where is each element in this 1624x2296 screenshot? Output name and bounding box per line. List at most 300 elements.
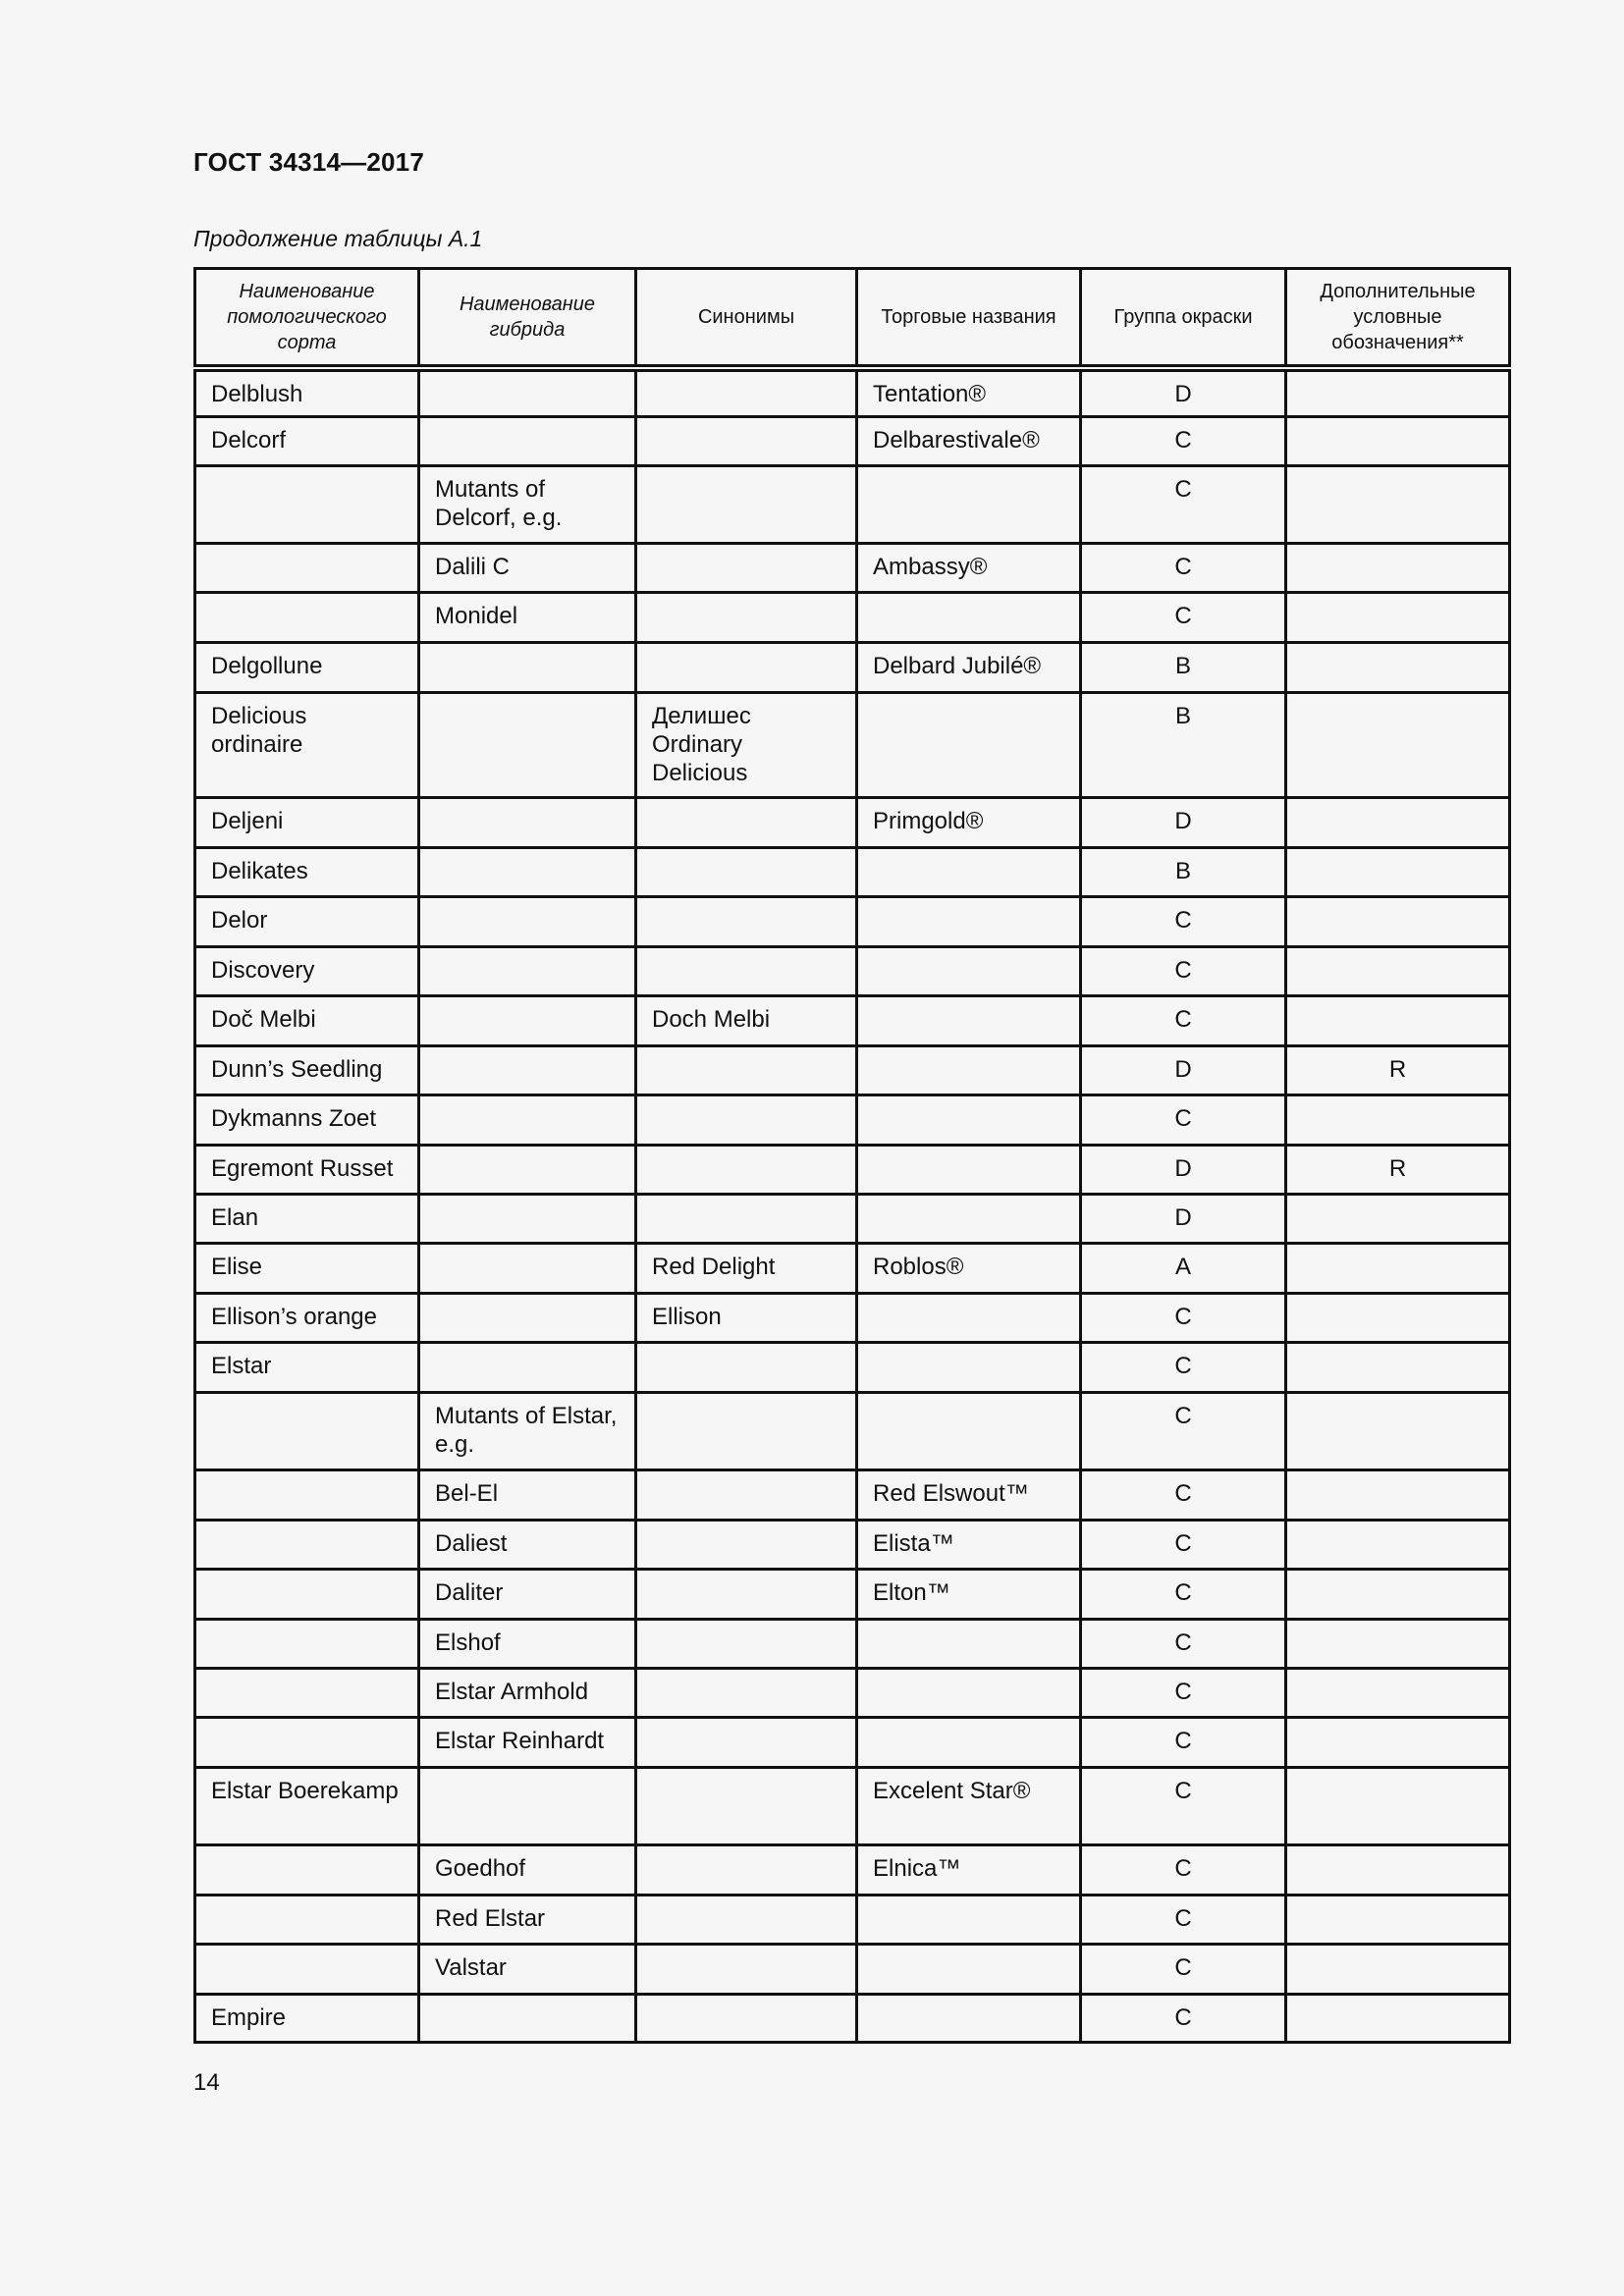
- table-row: [195, 1768, 1510, 1845]
- cell-extra-symbol-text: [1287, 1769, 1508, 1777]
- cell-synonyms: [636, 1046, 857, 1095]
- cell-variety-text: Delblush: [211, 380, 303, 407]
- cell-hybrid-text: Elstar Reinhardt: [435, 1728, 605, 1754]
- cell-variety-text: Ellison’s orange: [211, 1304, 377, 1330]
- cell-variety: [195, 1294, 419, 1343]
- page-number: 14: [193, 2069, 220, 2096]
- cell-color-group-text: C: [1174, 1855, 1192, 1882]
- cell-hybrid-text: [420, 372, 634, 380]
- cell-extra-symbol: [1286, 1146, 1510, 1195]
- cell-synonyms: [636, 1896, 857, 1945]
- cell-variety-text: Delicious ordinaire: [211, 703, 307, 758]
- cell-synonyms-text: [637, 545, 855, 553]
- cell-extra-symbol: [1286, 1294, 1510, 1343]
- cell-variety: [195, 466, 419, 544]
- cell-trade-name: [857, 1845, 1081, 1896]
- table-row: [195, 1244, 1510, 1294]
- cell-synonyms: [636, 466, 857, 544]
- cell-variety: [195, 417, 419, 466]
- cell-synonyms-text: [637, 799, 855, 807]
- cell-synonyms-text: [637, 1394, 855, 1402]
- cell-synonyms: [636, 1343, 857, 1393]
- cell-extra-symbol-text: [1287, 997, 1508, 1005]
- cell-variety: [195, 1945, 419, 1995]
- cell-color-group-text: C: [1174, 957, 1192, 984]
- cell-extra-symbol-text: R: [1388, 1155, 1407, 1182]
- cell-color-group-text: D: [1174, 380, 1192, 407]
- header-trade-names: Торговые названия: [857, 269, 1081, 368]
- cell-synonyms: [636, 544, 857, 593]
- table-row: [195, 897, 1510, 947]
- cell-variety-text: [196, 1719, 417, 1727]
- table-row: [195, 1521, 1510, 1570]
- cell-variety-text: [196, 1621, 417, 1629]
- cell-extra-symbol-text: [1287, 1896, 1508, 1904]
- cell-hybrid-text: [420, 694, 634, 702]
- cell-trade-name-text: [858, 1047, 1079, 1055]
- cell-synonyms-text: Doch Melbi: [652, 1006, 771, 1033]
- cell-variety-text: [196, 1846, 417, 1854]
- cell-synonyms-text: [637, 948, 855, 956]
- cell-color-group-text: B: [1174, 703, 1191, 729]
- table-row: [195, 1845, 1510, 1896]
- cell-hybrid: [419, 1393, 636, 1470]
- cell-extra-symbol: [1286, 897, 1510, 947]
- cell-synonyms: [636, 848, 857, 897]
- cell-trade-name: [857, 1195, 1081, 1244]
- cell-hybrid: [419, 466, 636, 544]
- cell-extra-symbol: [1286, 1570, 1510, 1620]
- cell-trade-name: [857, 1146, 1081, 1195]
- cell-hybrid: [419, 368, 636, 417]
- cell-extra-symbol: [1286, 1845, 1510, 1896]
- cell-hybrid: [419, 1995, 636, 2043]
- header-extra-symbols: Дополнительные условные обозначения**: [1286, 269, 1510, 368]
- cell-color-group-text: C: [1174, 1530, 1192, 1557]
- cell-hybrid-text: [420, 1996, 634, 2003]
- cell-variety-text: Elstar: [211, 1353, 272, 1379]
- cell-color-group: [1081, 1244, 1286, 1294]
- cell-hybrid: [419, 1046, 636, 1095]
- cell-color-group: [1081, 1046, 1286, 1095]
- cell-hybrid: [419, 417, 636, 466]
- table-row: [195, 643, 1510, 693]
- cell-extra-symbol-text: [1287, 1571, 1508, 1578]
- cell-trade-name: [857, 1046, 1081, 1095]
- table-row: [195, 1570, 1510, 1620]
- cell-variety-text: Elstar Boerekamp: [211, 1778, 399, 1804]
- cell-extra-symbol: [1286, 368, 1510, 417]
- cell-synonyms-text: [637, 644, 855, 652]
- cell-synonyms-text: [637, 1670, 855, 1678]
- cell-extra-symbol: [1286, 1046, 1510, 1095]
- cell-color-group-text: C: [1174, 1403, 1192, 1429]
- cell-hybrid-text: Monidel: [435, 603, 518, 629]
- cell-extra-symbol: [1286, 1768, 1510, 1845]
- cell-synonyms: [636, 1521, 857, 1570]
- cell-extra-symbol-text: [1287, 1196, 1508, 1203]
- cell-hybrid: [419, 1768, 636, 1845]
- table-row: [195, 368, 1510, 417]
- cell-synonyms: [636, 643, 857, 693]
- cell-color-group: [1081, 798, 1286, 848]
- cell-variety: [195, 643, 419, 693]
- cell-trade-name-text: Excelent Star®: [873, 1778, 1031, 1804]
- cell-variety-text: Delor: [211, 907, 268, 934]
- cell-trade-name: [857, 1945, 1081, 1995]
- cell-trade-name-text: [858, 1147, 1079, 1154]
- cell-extra-symbol-text: [1287, 1344, 1508, 1352]
- cell-variety-text: [196, 1670, 417, 1678]
- cell-variety: [195, 1570, 419, 1620]
- cell-variety-text: Egremont Russet: [211, 1155, 394, 1182]
- cell-variety: [195, 947, 419, 996]
- cell-trade-name-text: [858, 1394, 1079, 1402]
- cell-color-group-text: D: [1174, 1204, 1192, 1231]
- cell-hybrid: [419, 1244, 636, 1294]
- cell-hybrid-text: [420, 997, 634, 1005]
- cell-hybrid-text: Elshof: [435, 1629, 501, 1656]
- cell-synonyms: [636, 996, 857, 1046]
- cell-color-group-text: C: [1174, 2004, 1192, 2031]
- cell-trade-name-text: [858, 1096, 1079, 1104]
- cell-trade-name: [857, 1620, 1081, 1669]
- cell-variety: [195, 1669, 419, 1718]
- cell-variety: [195, 1046, 419, 1095]
- table-row: [195, 848, 1510, 897]
- cell-hybrid-text: [420, 1344, 634, 1352]
- cell-extra-symbol: [1286, 947, 1510, 996]
- cell-color-group: [1081, 947, 1286, 996]
- cell-variety-text: Delgollune: [211, 653, 323, 679]
- cell-trade-name-text: [858, 1295, 1079, 1303]
- cell-hybrid: [419, 593, 636, 643]
- table-row: [195, 1896, 1510, 1945]
- header-variety: Наименование помологического сорта: [195, 269, 419, 368]
- table-caption: Продолжение таблицы А.1: [193, 226, 483, 251]
- cell-hybrid: [419, 848, 636, 897]
- cell-synonyms-text: [637, 1522, 855, 1529]
- cell-color-group: [1081, 693, 1286, 798]
- cell-extra-symbol: [1286, 1945, 1510, 1995]
- cell-variety: [195, 1095, 419, 1146]
- cell-color-group: [1081, 1343, 1286, 1393]
- cell-hybrid-text: Daliest: [435, 1530, 508, 1557]
- cell-synonyms: [636, 1718, 857, 1768]
- cell-synonyms: [636, 417, 857, 466]
- cell-hybrid-text: Mutants of Delcorf, e.g.: [435, 476, 563, 531]
- cell-hybrid: [419, 1945, 636, 1995]
- cell-extra-symbol-text: [1287, 1471, 1508, 1479]
- cell-color-group-text: B: [1174, 653, 1191, 679]
- cell-trade-name: [857, 368, 1081, 417]
- cell-variety-text: Delikates: [211, 858, 308, 884]
- document-title: ГОСТ 34314—2017: [193, 147, 424, 177]
- cell-hybrid: [419, 947, 636, 996]
- cell-trade-name-text: [858, 1719, 1079, 1727]
- header-color-group: Группа окраски: [1081, 269, 1286, 368]
- cell-trade-name-text: [858, 1621, 1079, 1629]
- cell-hybrid-text: [420, 849, 634, 857]
- cell-variety: [195, 1845, 419, 1896]
- cell-hybrid-text: [420, 1047, 634, 1055]
- cell-variety-text: Deljeni: [211, 808, 284, 834]
- cell-trade-name-text: Primgold®: [873, 808, 984, 834]
- cell-extra-symbol-text: [1287, 1096, 1508, 1104]
- cell-color-group: [1081, 368, 1286, 417]
- table-row: [195, 1718, 1510, 1768]
- cell-hybrid: [419, 1095, 636, 1146]
- cell-hybrid-text: Bel-El: [435, 1480, 499, 1507]
- cell-color-group: [1081, 1570, 1286, 1620]
- table-row: [195, 417, 1510, 466]
- cell-variety: [195, 1521, 419, 1570]
- cell-color-group: [1081, 643, 1286, 693]
- cell-extra-symbol-text: [1287, 644, 1508, 652]
- cell-trade-name: [857, 798, 1081, 848]
- cell-trade-name-text: Red Elswout™: [873, 1480, 1029, 1507]
- cell-trade-name: [857, 417, 1081, 466]
- cell-hybrid: [419, 1669, 636, 1718]
- cell-trade-name: [857, 996, 1081, 1046]
- cell-hybrid-text: Mutants of Elstar, e.g.: [435, 1403, 618, 1458]
- cell-variety-text: Dunn’s Seedling: [211, 1056, 383, 1083]
- cell-extra-symbol-text: [1287, 1245, 1508, 1253]
- cell-color-group: [1081, 1521, 1286, 1570]
- cell-color-group-text: C: [1174, 427, 1192, 454]
- cell-extra-symbol-text: [1287, 948, 1508, 956]
- cell-synonyms-text: [637, 372, 855, 380]
- cell-variety: [195, 1343, 419, 1393]
- cell-variety: [195, 1393, 419, 1470]
- cell-synonyms-text: [637, 467, 855, 475]
- table-row: [195, 996, 1510, 1046]
- cell-synonyms: [636, 1294, 857, 1343]
- cell-synonyms-text: [637, 1946, 855, 1953]
- cell-hybrid-text: [420, 1769, 634, 1777]
- cell-color-group: [1081, 996, 1286, 1046]
- cell-hybrid: [419, 1570, 636, 1620]
- cell-hybrid-text: [420, 799, 634, 807]
- cell-hybrid: [419, 1620, 636, 1669]
- cell-extra-symbol: [1286, 1718, 1510, 1768]
- cell-variety: [195, 593, 419, 643]
- cell-hybrid-text: Valstar: [435, 1954, 507, 1981]
- cell-synonyms: [636, 1095, 857, 1146]
- cell-hybrid: [419, 693, 636, 798]
- cell-hybrid: [419, 643, 636, 693]
- cell-trade-name-text: [858, 948, 1079, 956]
- cell-hybrid: [419, 1718, 636, 1768]
- varieties-table: [193, 267, 1511, 2044]
- cell-variety: [195, 848, 419, 897]
- cell-color-group: [1081, 1945, 1286, 1995]
- cell-extra-symbol-text: [1287, 799, 1508, 807]
- cell-color-group: [1081, 1294, 1286, 1343]
- cell-color-group: [1081, 1995, 1286, 2043]
- cell-synonyms-text: [637, 1996, 855, 2003]
- table-row: [195, 1294, 1510, 1343]
- cell-hybrid: [419, 544, 636, 593]
- cell-synonyms: [636, 1768, 857, 1845]
- cell-extra-symbol-text: [1287, 1295, 1508, 1303]
- cell-color-group-text: C: [1174, 1105, 1192, 1132]
- cell-synonyms-text: [637, 1196, 855, 1203]
- cell-hybrid: [419, 1195, 636, 1244]
- cell-hybrid-text: [420, 1196, 634, 1203]
- cell-extra-symbol: [1286, 544, 1510, 593]
- cell-synonyms: [636, 593, 857, 643]
- cell-variety: [195, 1718, 419, 1768]
- cell-hybrid-text: [420, 898, 634, 906]
- table-row: [195, 1470, 1510, 1521]
- cell-color-group-text: C: [1174, 603, 1192, 629]
- cell-variety-text: [196, 1896, 417, 1904]
- table-row: [195, 544, 1510, 593]
- cell-trade-name: [857, 1294, 1081, 1343]
- cell-trade-name-text: Roblos®: [873, 1254, 964, 1280]
- cell-extra-symbol-text: R: [1388, 1056, 1407, 1083]
- cell-synonyms-text: [637, 418, 855, 426]
- table-row: [195, 1620, 1510, 1669]
- cell-color-group: [1081, 417, 1286, 466]
- cell-extra-symbol: [1286, 643, 1510, 693]
- cell-hybrid-text: [420, 1147, 634, 1154]
- cell-hybrid: [419, 1845, 636, 1896]
- cell-variety-text: Discovery: [211, 957, 315, 984]
- cell-extra-symbol: [1286, 693, 1510, 798]
- cell-extra-symbol: [1286, 1244, 1510, 1294]
- table-row: [195, 693, 1510, 798]
- cell-hybrid: [419, 1294, 636, 1343]
- cell-variety: [195, 798, 419, 848]
- cell-trade-name: [857, 1896, 1081, 1945]
- cell-synonyms: [636, 1195, 857, 1244]
- cell-extra-symbol: [1286, 1195, 1510, 1244]
- cell-synonyms-text: [637, 1344, 855, 1352]
- cell-synonyms-text: [637, 898, 855, 906]
- cell-trade-name: [857, 693, 1081, 798]
- table-header-row: [195, 269, 1510, 368]
- cell-hybrid: [419, 1896, 636, 1945]
- cell-hybrid-text: [420, 418, 634, 426]
- cell-trade-name-text: Delbard Jubilé®: [873, 653, 1042, 679]
- cell-extra-symbol: [1286, 1896, 1510, 1945]
- cell-variety: [195, 368, 419, 417]
- cell-extra-symbol: [1286, 1095, 1510, 1146]
- cell-color-group-text: C: [1174, 1353, 1192, 1379]
- cell-trade-name: [857, 1521, 1081, 1570]
- cell-color-group: [1081, 466, 1286, 544]
- cell-color-group: [1081, 897, 1286, 947]
- cell-synonyms: [636, 693, 857, 798]
- cell-extra-symbol: [1286, 1669, 1510, 1718]
- cell-hybrid: [419, 1470, 636, 1521]
- table-row: [195, 947, 1510, 996]
- cell-synonyms-text: [637, 1471, 855, 1479]
- cell-trade-name-text: [858, 1670, 1079, 1678]
- cell-extra-symbol: [1286, 417, 1510, 466]
- cell-variety: [195, 1620, 419, 1669]
- cell-extra-symbol: [1286, 1995, 1510, 2043]
- cell-extra-symbol: [1286, 1343, 1510, 1393]
- cell-color-group-text: C: [1174, 1629, 1192, 1656]
- cell-variety: [195, 544, 419, 593]
- cell-trade-name: [857, 593, 1081, 643]
- cell-color-group-text: D: [1174, 1155, 1192, 1182]
- cell-synonyms-text: [637, 1571, 855, 1578]
- cell-hybrid: [419, 897, 636, 947]
- cell-synonyms-text: [637, 1769, 855, 1777]
- table-row: [195, 466, 1510, 544]
- cell-color-group-text: C: [1174, 1006, 1192, 1033]
- table-row: [195, 1669, 1510, 1718]
- cell-trade-name-text: Tentation®: [873, 380, 987, 407]
- cell-hybrid-text: [420, 1295, 634, 1303]
- cell-extra-symbol-text: [1287, 467, 1508, 475]
- cell-trade-name: [857, 1570, 1081, 1620]
- cell-synonyms: [636, 1620, 857, 1669]
- cell-trade-name: [857, 1669, 1081, 1718]
- cell-color-group-text: C: [1174, 1905, 1192, 1932]
- header-synonyms: Синонимы: [636, 269, 857, 368]
- cell-variety-text: [196, 1522, 417, 1529]
- cell-synonyms: [636, 1845, 857, 1896]
- cell-extra-symbol-text: [1287, 694, 1508, 702]
- cell-hybrid: [419, 996, 636, 1046]
- cell-color-group: [1081, 544, 1286, 593]
- cell-hybrid: [419, 1146, 636, 1195]
- cell-color-group: [1081, 1669, 1286, 1718]
- cell-synonyms-text: [637, 594, 855, 602]
- cell-synonyms: [636, 1570, 857, 1620]
- cell-variety-text: Elan: [211, 1204, 259, 1231]
- cell-hybrid-text: [420, 1245, 634, 1253]
- cell-extra-symbol-text: [1287, 1846, 1508, 1854]
- cell-extra-symbol-text: [1287, 1522, 1508, 1529]
- cell-variety: [195, 996, 419, 1046]
- cell-color-group-text: C: [1174, 1954, 1192, 1981]
- cell-trade-name-text: [858, 1946, 1079, 1953]
- cell-color-group: [1081, 1095, 1286, 1146]
- cell-color-group-text: C: [1174, 1480, 1192, 1507]
- cell-synonyms-text: [637, 1147, 855, 1154]
- cell-trade-name: [857, 897, 1081, 947]
- cell-extra-symbol-text: [1287, 1719, 1508, 1727]
- cell-color-group: [1081, 1146, 1286, 1195]
- cell-trade-name-text: [858, 1196, 1079, 1203]
- cell-synonyms-text: [637, 1719, 855, 1727]
- cell-extra-symbol-text: [1287, 545, 1508, 553]
- cell-variety: [195, 897, 419, 947]
- cell-variety-text: Elise: [211, 1254, 263, 1280]
- cell-variety-text: [196, 1471, 417, 1479]
- cell-hybrid-text: Red Elstar: [435, 1905, 546, 1932]
- cell-color-group: [1081, 1768, 1286, 1845]
- cell-color-group-text: D: [1174, 1056, 1192, 1083]
- cell-synonyms-text: Делишес Ordinary Delicious: [652, 703, 751, 786]
- cell-color-group-text: C: [1174, 554, 1192, 580]
- cell-hybrid-text: Daliter: [435, 1579, 504, 1606]
- cell-hybrid-text: [420, 948, 634, 956]
- cell-trade-name: [857, 544, 1081, 593]
- cell-extra-symbol-text: [1287, 1946, 1508, 1953]
- cell-hybrid-text: Dalili C: [435, 554, 511, 580]
- cell-color-group: [1081, 848, 1286, 897]
- cell-synonyms: [636, 1244, 857, 1294]
- table-row: [195, 1343, 1510, 1393]
- cell-synonyms: [636, 1995, 857, 2043]
